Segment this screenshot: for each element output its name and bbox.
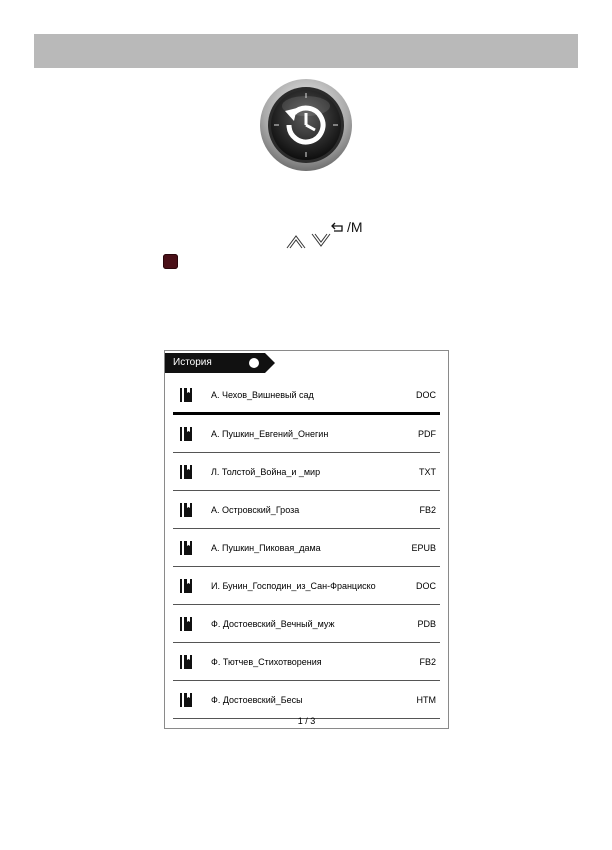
- navigation-arrows: [285, 233, 332, 249]
- book-title: Ф. Достоевский_Вечный_муж: [211, 618, 335, 629]
- list-item[interactable]: [173, 491, 440, 529]
- tab-dot-icon: [249, 358, 259, 368]
- page-indicator: 1 / 3: [297, 716, 316, 726]
- book-format: FB2: [419, 656, 436, 667]
- book-title: Л. Толстой_Война_и _мир: [211, 466, 321, 477]
- book-title: А. Чехов_Вишневый сад: [211, 389, 314, 400]
- list-item[interactable]: [173, 567, 440, 605]
- book-format: EPUB: [411, 542, 436, 553]
- arrow-down-icon: [310, 233, 332, 249]
- list-item[interactable]: [173, 681, 440, 719]
- arrow-up-icon: [285, 233, 307, 249]
- book-icon: [179, 540, 193, 556]
- history-clock-icon: [259, 78, 353, 172]
- header-bar: [34, 34, 578, 68]
- device-screen: [164, 350, 449, 729]
- power-button-indicator: [163, 254, 178, 269]
- list-item[interactable]: [173, 453, 440, 491]
- book-icon: [179, 426, 193, 442]
- menu-key-label: /M: [347, 219, 363, 235]
- history-list: [173, 377, 440, 719]
- book-title: И. Бунин_Господин_из_Сан-Франциско: [211, 580, 376, 591]
- tab-history-label: История: [173, 357, 212, 368]
- book-format: PDB: [417, 618, 436, 629]
- book-format: DOC: [416, 389, 436, 400]
- book-icon: [179, 464, 193, 480]
- book-format: PDF: [418, 428, 436, 439]
- list-item[interactable]: [173, 643, 440, 681]
- book-format: FB2: [419, 504, 436, 515]
- book-icon: [179, 654, 193, 670]
- book-format: TXT: [419, 466, 436, 477]
- book-title: Ф. Достоевский_Бесы: [211, 694, 303, 705]
- book-title: А. Островский_Гроза: [211, 504, 300, 515]
- list-item[interactable]: [173, 529, 440, 567]
- book-format: DOC: [416, 580, 436, 591]
- book-format: HTM: [416, 694, 436, 705]
- book-title: А. Пушкин_Евгений_Онегин: [211, 428, 329, 439]
- book-icon: [179, 502, 193, 518]
- book-icon: [179, 692, 193, 708]
- book-title: А. Пушкин_Пиковая_дама: [211, 542, 321, 553]
- book-icon: [179, 387, 193, 403]
- book-title: Ф. Тютчев_Стихотворения: [211, 656, 322, 667]
- tab-history[interactable]: [165, 353, 265, 373]
- list-item[interactable]: [173, 605, 440, 643]
- return-icon: [331, 221, 346, 233]
- book-icon: [179, 578, 193, 594]
- book-icon: [179, 616, 193, 632]
- list-item[interactable]: [173, 415, 440, 453]
- list-item[interactable]: [173, 377, 440, 415]
- return-menu-hint: [331, 219, 363, 235]
